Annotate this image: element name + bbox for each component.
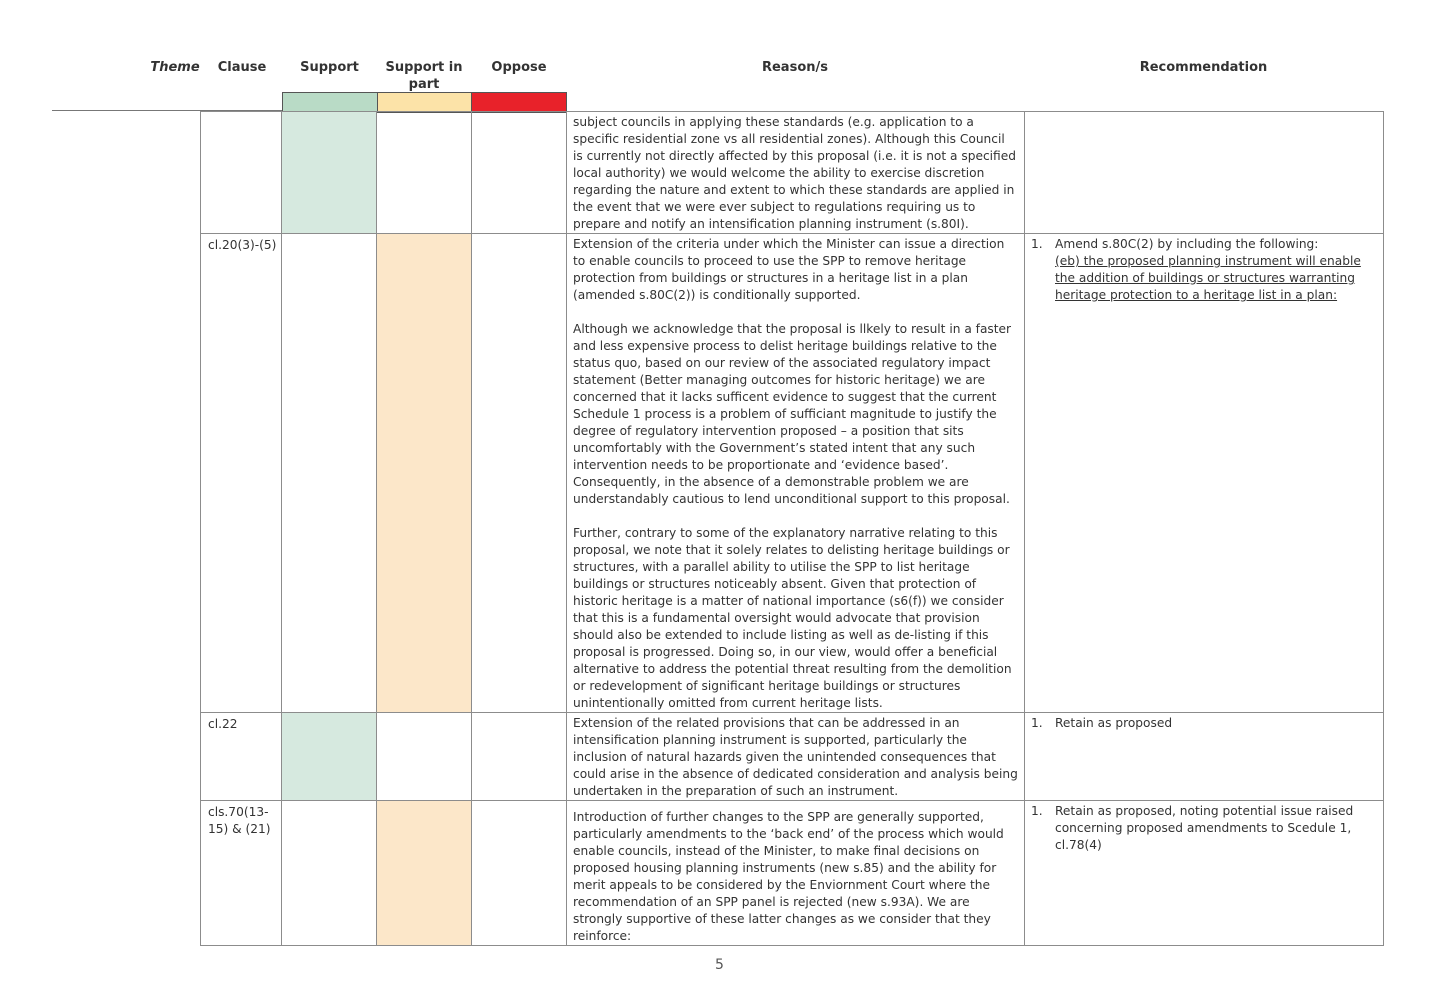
reasons-cell: [567, 112, 1025, 234]
recommendation-number: 1.: [1031, 237, 1043, 251]
reason-paragraph: Extension of the criteria under which the Minister can issue a direction to enable councils to proceed to use the SPP to remove heritage protection from buildings or structures in a heritage list in a plan (amended s.80C(2)) is conditionally supported.: [573, 237, 1005, 302]
reasons-cell: [567, 713, 1025, 801]
recommendation-cell: [1025, 234, 1384, 713]
oppose-cell: [472, 234, 567, 713]
reason-paragraph: Extension of the related provisions that can be addressed in an intensification planning instrument is supported, particularly the inclusion of natural hazards given the unintended consequences that could arise in the absence of dedicated consideration and analysis being undertaken in the preparation of such an instrument.: [573, 716, 1018, 798]
header-support-in-part: Support in part: [385, 60, 463, 92]
oppose-cell: [472, 801, 567, 946]
header-recommendation: Recommendation: [1139, 60, 1268, 75]
support-swatch: [282, 92, 378, 113]
support-cell: [282, 234, 377, 713]
reason-paragraph: Introduction of further changes to the SPP are generally supported, particularly amendments to the ‘back end’ of the process which would enable councils, instead of the Minister, to make final decisions on proposed housing planning instruments (new s.85) and the ability for merit appeals to be considered by the Enviornment Court where the recommendation of an SPP panel is rejected (new s.93A). We are strongly supportive of these latter changes as we consider that they reinforce:: [573, 810, 1004, 943]
support-in-part-cell: [377, 112, 472, 234]
clause-cell: cls.70(13-15) & (21): [201, 801, 282, 946]
recommendation-text: Amend s.80C(2) by including the following:: [1055, 237, 1319, 251]
table-row: [201, 234, 1384, 713]
recommendation-text: Retain as proposed: [1055, 716, 1173, 730]
header-theme: Theme: [150, 60, 200, 75]
reasons-cell: [567, 801, 1025, 946]
support-in-part-cell: [377, 801, 472, 946]
header-clause: Clause: [217, 60, 267, 75]
support-in-part-cell: [377, 713, 472, 801]
clause-cell: cl.22: [201, 713, 282, 801]
oppose-cell: [472, 112, 567, 234]
clause-cell: cl.20(3)-(5): [201, 234, 282, 713]
reason-paragraph: Although we acknowledge that the proposal is llkely to result in a faster and less expensive process to delist heritage buildings relative to the status quo, based on our review of the associated regulatory impact statement (Better managing outcomes for historic heritage) we are concerned that it lacks sufficent evidence to suggest that the current Schedule 1 process is a problem of sufficiant magnitude to justify the degree of regulatory intervention proposed – a position that sits uncomfortably with the Government’s stated intent that any such intervention needs to be proportionate and ‘evidence based’. Consequently, in the absence of a demonstrable problem we are understandably cautious to lend unconditional support to this proposal.: [573, 322, 1012, 506]
recommendation-cell: [1025, 713, 1384, 801]
support-cell: [282, 801, 377, 946]
header-oppose: Oppose: [491, 60, 547, 75]
oppose-swatch: [471, 92, 567, 113]
support-cell: [282, 713, 377, 801]
recommendation-number: 1.: [1031, 716, 1043, 730]
recommendation-item: [1031, 715, 1377, 732]
support-in-part-swatch: [377, 92, 473, 113]
reason-paragraph: Further, contrary to some of the explanatory narrative relating to this proposal, we note that it solely relates to delisting heritage buildings or structures, with a parallel ability to utilise the SPP to list heritage buildings or structures noticeably absent. Given that protection of historic heritage is a matter of national importance (s6(f)) we consider that this is a fundamental oversight would advocate that provision should also be extended to include listing as well as de-listing if this proposal is progressed. Doing so, in our view, would offer a beneficial alternative to address the potential threat resulting from the demolition or redevelopment of significant heritage buildings or structures unintentionally omitted from current heritage lists.: [573, 526, 1012, 710]
page-number: 5: [715, 957, 724, 973]
reason-paragraph: subject councils in applying these standards (e.g. application to a specific residential zone vs all residential zones). Although this Council is currently not directly affected by this proposal (i.e. it is not a specified local authority) we would welcome the ability to exercise discretion regarding the nature and extent to which these standards are applied in the event that we were ever subject to regulations requiring us to prepare and notify an intensification planning instrument (s.80I).: [573, 115, 1016, 231]
recommendation-amendment: (eb) the proposed planning instrument will enable the addition of buildings or structures warranting heritage protection to a heritage list in a plan:: [1055, 254, 1361, 302]
support-in-part-cell: [377, 234, 472, 713]
recommendation-item: [1031, 803, 1377, 854]
table-row: [201, 112, 1384, 234]
table-row: [201, 713, 1384, 801]
clause-cell: [201, 112, 282, 234]
recommendation-number: 1.: [1031, 804, 1043, 818]
submission-table: [200, 111, 1384, 946]
recommendation-cell: [1025, 112, 1384, 234]
oppose-cell: [472, 713, 567, 801]
table-row: [201, 801, 1384, 946]
recommendation-cell: [1025, 801, 1384, 946]
recommendation-text: Retain as proposed, noting potential issue raised concerning proposed amendments to Scedule 1, cl.78(4): [1055, 804, 1354, 852]
reasons-cell: [567, 234, 1025, 713]
header-reasons: Reason/s: [761, 60, 828, 75]
support-cell: [282, 112, 377, 234]
recommendation-item: [1031, 236, 1377, 304]
header-support: Support: [300, 60, 359, 75]
